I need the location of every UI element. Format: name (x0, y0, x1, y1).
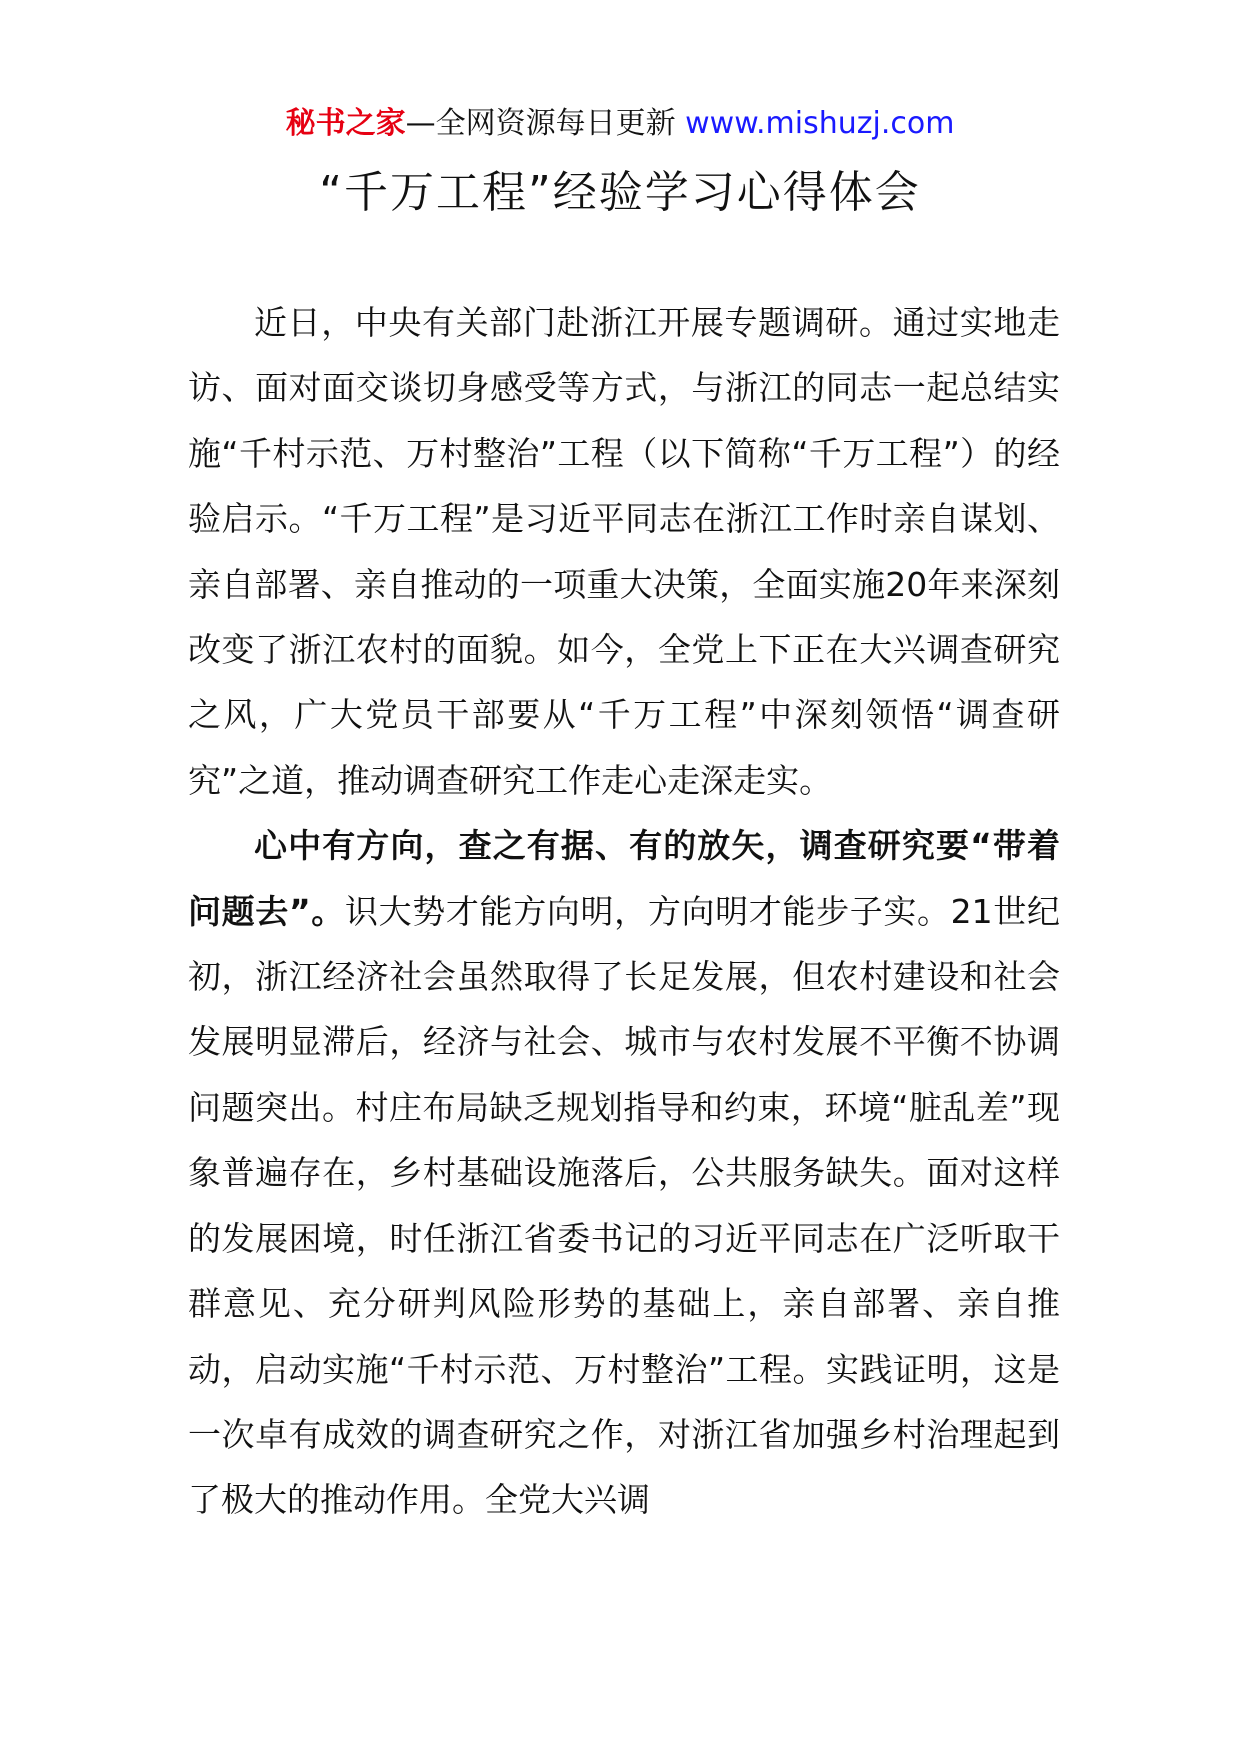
document-title: “千万工程”经验学习心得体会 (319, 167, 921, 218)
site-tagline: —全网资源每日更新 (405, 106, 676, 141)
paragraph-text: 近日，中央有关部门赴浙江开展专题调研。通过实地走访、面对面交谈切身感受等方式，与浙江的同志一起总结实施“千村示范、万村整治”工程（以下简称“千万工程”）的经验启示。“千万工程”是习近平同志在浙江工作时亲自谋划、亲自部署、亲自推动的一项重大决策，全面实施20年来深刻改变了浙江农村的面貌。如今，全党上下正在大兴调查研究之风，广大党员干部要从“千万工程”中深刻领悟“调查研究”之道，推动调查研究工作走心走深走实。 (188, 303, 1060, 800)
document-body (188, 290, 1060, 1533)
site-header (0, 102, 1240, 146)
paragraph-intro (188, 290, 1060, 813)
paragraph-section-1 (188, 813, 1060, 1532)
paragraph-text: 识大势才能方向明，方向明才能步子实。21世纪初，浙江经济社会虽然取得了长足发展，但农村建设和社会发展明显滞后，经济与社会、城市与农村发展不平衡不协调问题突出。村庄布局缺乏规划指导和约束，环境“脏乱差”现象普遍存在，乡村基础设施落后，公共服务缺失。面对这样的发展困境，时任浙江省委书记的习近平同志在广泛听取干群意见、充分研判风险形势的基础上，亲自部署、亲自推动，启动实施“千村示范、万村整治”工程。实践证明，这是一次卓有成效的调查研究之作，对浙江省加强乡村治理起到了极大的推动作用。全党大兴调 (188, 891, 1060, 1520)
brand-name: 秘书之家 (285, 106, 406, 141)
paragraph-lead-heading: 心中有方向，查之有据、有的放矢，调查研究要“带着问题去”。 (188, 826, 1060, 931)
site-url-link[interactable]: www.mishuzj.com (685, 106, 955, 141)
